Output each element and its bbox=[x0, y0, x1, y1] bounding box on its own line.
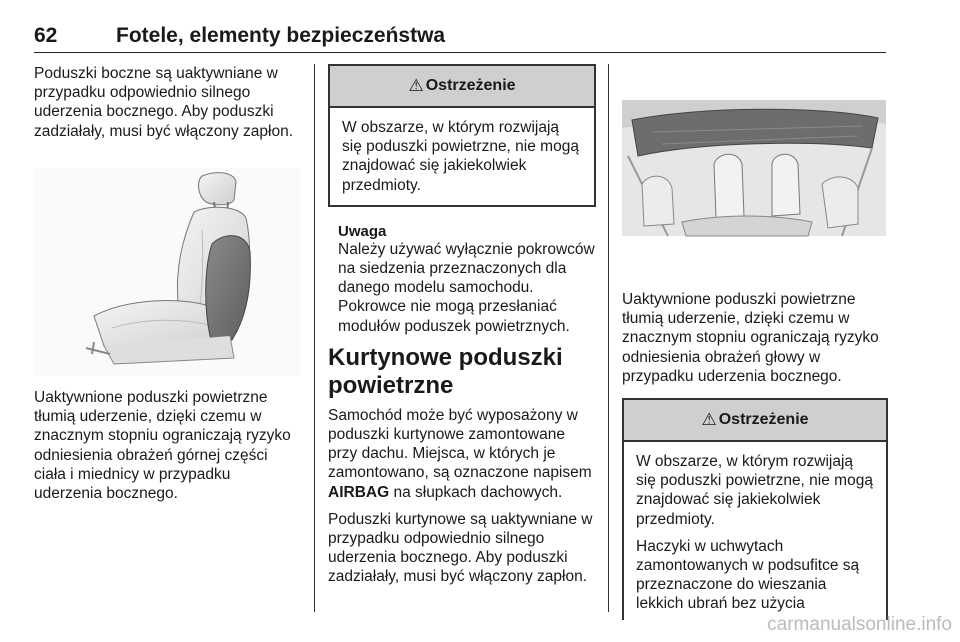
section-title: Kurtynowe poduszki powietrzne bbox=[328, 343, 563, 399]
warning-text: W obszarze, w którym rozwijają się poduszki powietrzne, nie mogą znajdować się jakiekolwiek przedmioty. bbox=[342, 119, 579, 194]
warning-header-2 bbox=[624, 400, 886, 442]
seat-figure-caption: Uaktywnione poduszki powietrzne tłumią uderzenie, dzięki czemu w znacznym stopniu ograniczają ryzyko odniesienia obrażeń górnej części ciała i miednicy w przypadku uderzenia bocznego. bbox=[34, 389, 291, 503]
curtain-airbag-paragraph-1 bbox=[328, 406, 596, 502]
column-divider-2 bbox=[608, 64, 609, 612]
column-2 bbox=[328, 64, 596, 587]
column-1-lower bbox=[34, 388, 302, 503]
intro-paragraph: Poduszki boczne są uaktywniane w przypadku odpowiednio silnego uderzenia bocznego. Aby poduszki zadziałały, musi być włączony zapłon. bbox=[34, 65, 294, 140]
note-block bbox=[328, 223, 596, 336]
page-number: 62 bbox=[34, 24, 58, 47]
column-divider-1 bbox=[314, 64, 315, 612]
watermark: carmanualsonline.info bbox=[767, 614, 952, 635]
warning-text-2b: Haczyki w uchwytach zamontowanych w podsufitce są przeznaczone do wieszania lekkich ubrań bez użycia bbox=[636, 537, 860, 613]
warning-header bbox=[330, 66, 594, 108]
warning-title: Ostrzeżenie bbox=[425, 77, 516, 94]
warning-triangle-icon: ⚠ bbox=[408, 76, 424, 95]
page-title: Fotele, elementy bezpieczeństwa bbox=[116, 24, 446, 47]
warning-title-2: Ostrzeżenie bbox=[718, 411, 809, 429]
para1-text-b: na słupkach dachowych. bbox=[389, 483, 563, 501]
note-title: Uwaga bbox=[338, 222, 387, 240]
curtain-airbag-paragraph-2: Poduszki kurtynowe są uaktywniane w przypadku odpowiednio silnego uderzenia bocznego. Aby poduszki zadziałały, musi być włączony zapłon. bbox=[328, 510, 593, 586]
seat-side-airbag-illustration bbox=[34, 168, 300, 376]
warning-triangle-icon: ⚠ bbox=[701, 410, 717, 430]
para1-text-a: Samochód może być wyposażony w poduszki kurtynowe zamontowane przy dachu. Miejsca, w których je zamontowano, są oznaczone napisem bbox=[328, 406, 592, 482]
curtain-figure-caption: Uaktywnione poduszki powietrzne tłumią uderzenie, dzięki czemu w znacznym stopniu ograniczają ryzyko odniesienia obrażeń głowy w przypadku uderzenia bocznego. bbox=[622, 291, 879, 385]
column-1 bbox=[34, 64, 302, 141]
column-3 bbox=[622, 290, 888, 620]
warning-body-2 bbox=[624, 442, 886, 620]
page-header bbox=[34, 18, 886, 53]
warning-text-2a: W obszarze, w którym rozwijają się poduszki powietrzne, nie mogą znajdować się jakiekolwiek przedmioty. bbox=[636, 453, 873, 528]
curtain-airbag-illustration bbox=[622, 64, 886, 276]
warning-body bbox=[330, 108, 594, 205]
note-text: Należy używać wyłącznie pokrowców na siedzenia przeznaczonych dla danego modelu samochodu. Pokrowce nie mogą przesłaniać modułów poduszek powietrznych. bbox=[338, 240, 595, 335]
airbag-label: AIRBAG bbox=[328, 483, 390, 501]
warning-box bbox=[328, 64, 596, 207]
warning-box-2 bbox=[622, 398, 888, 620]
